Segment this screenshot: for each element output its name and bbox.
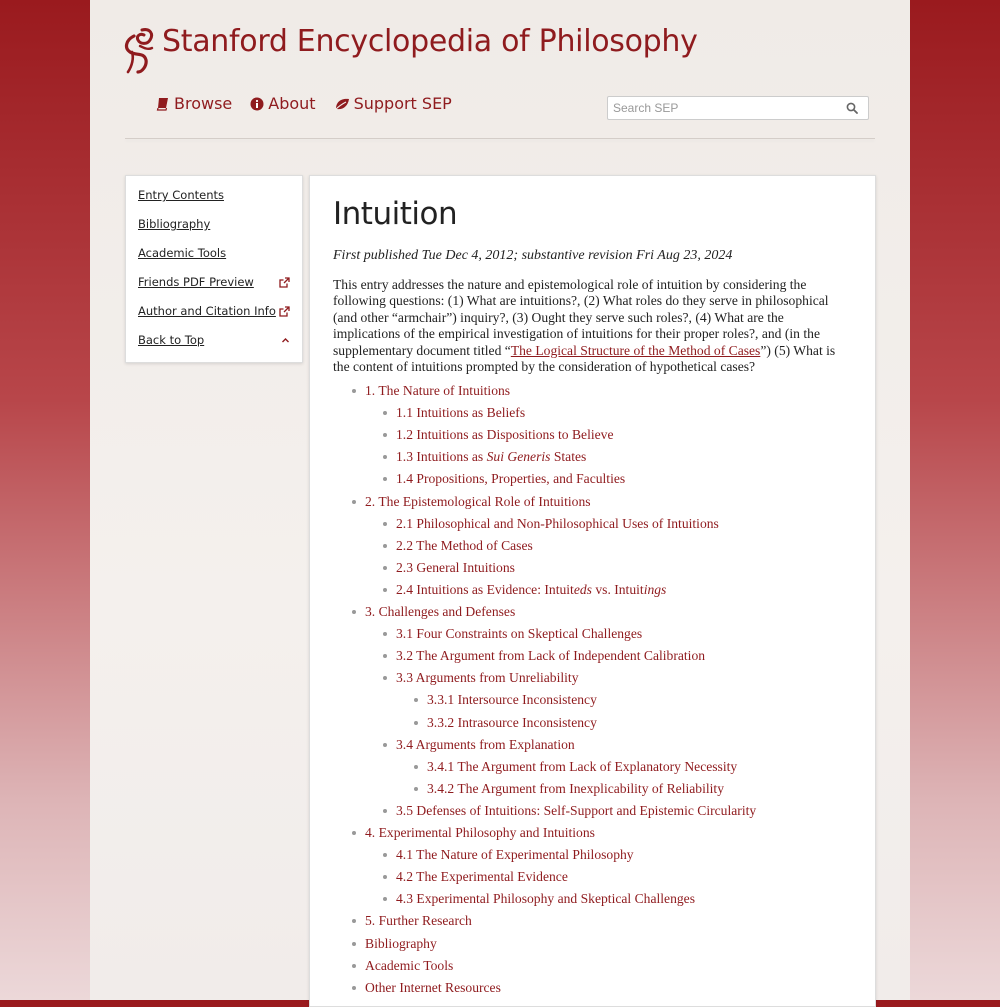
external-link-icon — [279, 306, 290, 317]
toc-item[interactable] — [365, 936, 437, 952]
bullet-icon — [383, 477, 387, 481]
toc-item[interactable] — [365, 825, 595, 841]
toc-item-text: States — [550, 449, 587, 465]
sidebar-item-academic-tools[interactable] — [138, 246, 290, 260]
search-icon[interactable] — [846, 102, 858, 114]
toc-item[interactable] — [396, 516, 719, 532]
toc-item[interactable] — [396, 582, 666, 598]
main-content — [309, 175, 876, 1007]
entry-preamble — [333, 277, 848, 375]
bullet-icon — [352, 919, 356, 923]
bullet-icon — [414, 765, 418, 769]
supplement-link[interactable]: The Logical Structure of the Method of Cases — [510, 342, 761, 358]
sidebar-item-label: Friends PDF Preview — [138, 275, 254, 289]
sidebar-item-friends-pdf-preview[interactable] — [138, 275, 290, 289]
bullet-icon — [383, 588, 387, 592]
search-box — [607, 96, 869, 120]
chevron-up-icon — [281, 336, 290, 344]
bullet-icon — [352, 986, 356, 990]
toc-item-text: 3.4.2 The Argument from Inexplicability of Reliability — [427, 780, 724, 796]
header-divider — [125, 138, 875, 139]
toc-item-text: 2.4 Intuitions as Evidence: Intuit — [396, 581, 574, 597]
bullet-icon — [383, 411, 387, 415]
toc-item[interactable] — [396, 847, 634, 863]
toc-item-text: 3.4 Arguments from Explanation — [396, 736, 575, 752]
bullet-icon — [383, 433, 387, 437]
nav-support[interactable] — [334, 94, 452, 113]
toc-item-text: 4.3 Experimental Philosophy and Skeptical Challenges — [396, 891, 696, 907]
preamble-text-end: ”) (5) What is the content of intuitions prompted by the consideration of hypothetical cases? — [333, 342, 836, 375]
nav-browse-label: Browse — [174, 94, 233, 113]
bullet-icon — [383, 654, 387, 658]
bullet-icon — [383, 632, 387, 636]
toc-item-text: vs. Intuit — [591, 581, 644, 597]
external-link-icon — [279, 277, 290, 288]
toc-item-text: Other Internet Resources — [365, 979, 501, 995]
toc-item-text: 3.4.1 The Argument from Lack of Explanatory Necessity — [427, 758, 738, 774]
toc-item-text: 4.1 The Nature of Experimental Philosophy — [396, 847, 634, 863]
site-title[interactable]: Stanford Encyclopedia of Philosophy — [162, 24, 698, 59]
publication-info: First published Tue Dec 4, 2012; substantive revision Fri Aug 23, 2024 — [333, 248, 733, 263]
sidebar-item-label: Back to Top — [138, 333, 205, 347]
search-input[interactable] — [608, 97, 833, 119]
bullet-icon — [383, 809, 387, 813]
toc-item[interactable] — [427, 692, 597, 708]
info-icon — [250, 97, 264, 111]
bullet-icon — [383, 522, 387, 526]
toc-item-text: 3. Challenges and Defenses — [365, 604, 516, 619]
toc-item-text: 1.1 Intuitions as Beliefs — [396, 405, 526, 421]
sidebar — [125, 175, 303, 363]
main-nav — [156, 94, 452, 113]
entry-title: Intuition — [333, 196, 458, 232]
toc-item[interactable] — [396, 737, 575, 753]
sep-logo-icon[interactable] — [120, 26, 156, 74]
bullet-icon — [352, 942, 356, 946]
nav-browse[interactable] — [156, 94, 232, 113]
page-container — [90, 0, 910, 1000]
toc-item-text: eds — [573, 581, 592, 597]
nav-about-label: About — [268, 94, 316, 113]
toc-item-text: 2.3 General Intuitions — [396, 559, 515, 575]
toc-item[interactable] — [396, 538, 533, 554]
toc-item-text: Bibliography — [365, 935, 437, 951]
sidebar-item-label: Author and Citation Info — [138, 304, 276, 318]
toc-item-text: 3.3.2 Intrasource Inconsistency — [427, 714, 597, 730]
bullet-icon — [383, 676, 387, 680]
nav-about[interactable] — [250, 94, 315, 113]
sidebar-item-entry-contents[interactable] — [138, 188, 290, 202]
bullet-icon — [383, 566, 387, 570]
toc-item[interactable] — [365, 958, 453, 974]
toc-item[interactable] — [427, 759, 737, 775]
bullet-icon — [383, 743, 387, 747]
toc-item-text: 3.3.1 Intersource Inconsistency — [427, 692, 597, 708]
toc-item-text: 2. The Epistemological Role of Intuitions — [365, 493, 591, 509]
bullet-icon — [383, 853, 387, 857]
nav-support-label: Support SEP — [353, 94, 452, 113]
toc-item[interactable] — [396, 648, 705, 664]
bullet-icon — [352, 610, 356, 614]
toc-item-text: Sui Generis — [486, 449, 551, 465]
toc-item-text: 3.1 Four Constraints on Skeptical Challenges — [396, 626, 643, 642]
bullet-icon — [352, 831, 356, 835]
toc-item-text: 3.2 The Argument from Lack of Independent Calibration — [396, 648, 706, 664]
toc-item[interactable] — [396, 560, 515, 576]
toc-item-text: Academic Tools — [365, 957, 454, 973]
toc-item[interactable] — [365, 980, 501, 996]
sidebar-item-author-citation-info[interactable] — [138, 304, 290, 318]
bullet-icon — [414, 787, 418, 791]
toc-item-text: 2.2 The Method of Cases — [396, 537, 533, 553]
leaf-icon — [334, 97, 350, 111]
toc-item[interactable] — [365, 383, 510, 399]
toc-item[interactable] — [396, 670, 579, 686]
toc-item[interactable] — [396, 869, 568, 885]
toc-item-text: 1.4 Propositions, Properties, and Faculties — [396, 471, 626, 487]
toc-item-text: ings — [643, 581, 667, 597]
toc-item[interactable] — [427, 781, 724, 797]
bullet-icon — [383, 544, 387, 548]
bullet-icon — [383, 455, 387, 459]
bullet-icon — [352, 500, 356, 504]
toc-item[interactable] — [396, 449, 586, 465]
toc-item[interactable] — [396, 803, 756, 819]
toc-item-text: 2.1 Philosophical and Non-Philosophical Uses of Intuitions — [396, 515, 719, 531]
toc-item-text: 4. Experimental Philosophy and Intuitions — [365, 825, 595, 840]
sidebar-item-bibliography[interactable] — [138, 217, 290, 231]
toc-item-text: 1.2 Intuitions as Dispositions to Believe — [396, 427, 614, 443]
toc-item-text: 1. The Nature of Intuitions — [365, 383, 511, 398]
bullet-icon — [383, 875, 387, 879]
bullet-icon — [352, 389, 356, 393]
toc-item-text: 3.3 Arguments from Unreliability — [396, 670, 579, 686]
toc-item-text: 4.2 The Experimental Evidence — [396, 869, 568, 885]
toc-item-text: 3.5 Defenses of Intuitions: Self-Support and Epistemic Circularity — [396, 802, 757, 818]
toc-item[interactable] — [396, 405, 525, 421]
toc-item[interactable] — [396, 891, 695, 907]
toc-item[interactable] — [396, 626, 642, 642]
sidebar-item-label: Bibliography — [138, 217, 211, 231]
bullet-icon — [352, 964, 356, 968]
sidebar-item-label: Entry Contents — [138, 188, 224, 202]
toc-item[interactable] — [365, 913, 472, 929]
toc-item[interactable] — [427, 715, 597, 731]
toc-item[interactable] — [365, 604, 515, 620]
toc-item-text: 1.3 Intuitions as — [396, 449, 487, 465]
book-icon — [156, 97, 170, 111]
preamble-text: This entry addresses the nature and epistemological role of intuition by considering the following questions: (1) What are intuitions?, (2) What roles do they serve in philosophical (and other “armchair”) inquiry?, (3) Ought they serve such roles?, (4) What are the implications of the empirical investigation of intuitions for their proper roles?, and (in the supplementary document titled “ — [333, 277, 829, 358]
bullet-icon — [383, 897, 387, 901]
toc-item-text: 5. Further Research — [365, 913, 472, 929]
sidebar-item-label: Academic Tools — [138, 246, 227, 260]
bullet-icon — [414, 698, 418, 702]
sidebar-item-back-to-top[interactable] — [138, 333, 290, 347]
toc-item[interactable] — [396, 427, 614, 443]
toc-item[interactable] — [396, 471, 625, 487]
toc-item[interactable] — [365, 494, 591, 510]
bullet-icon — [414, 721, 418, 725]
